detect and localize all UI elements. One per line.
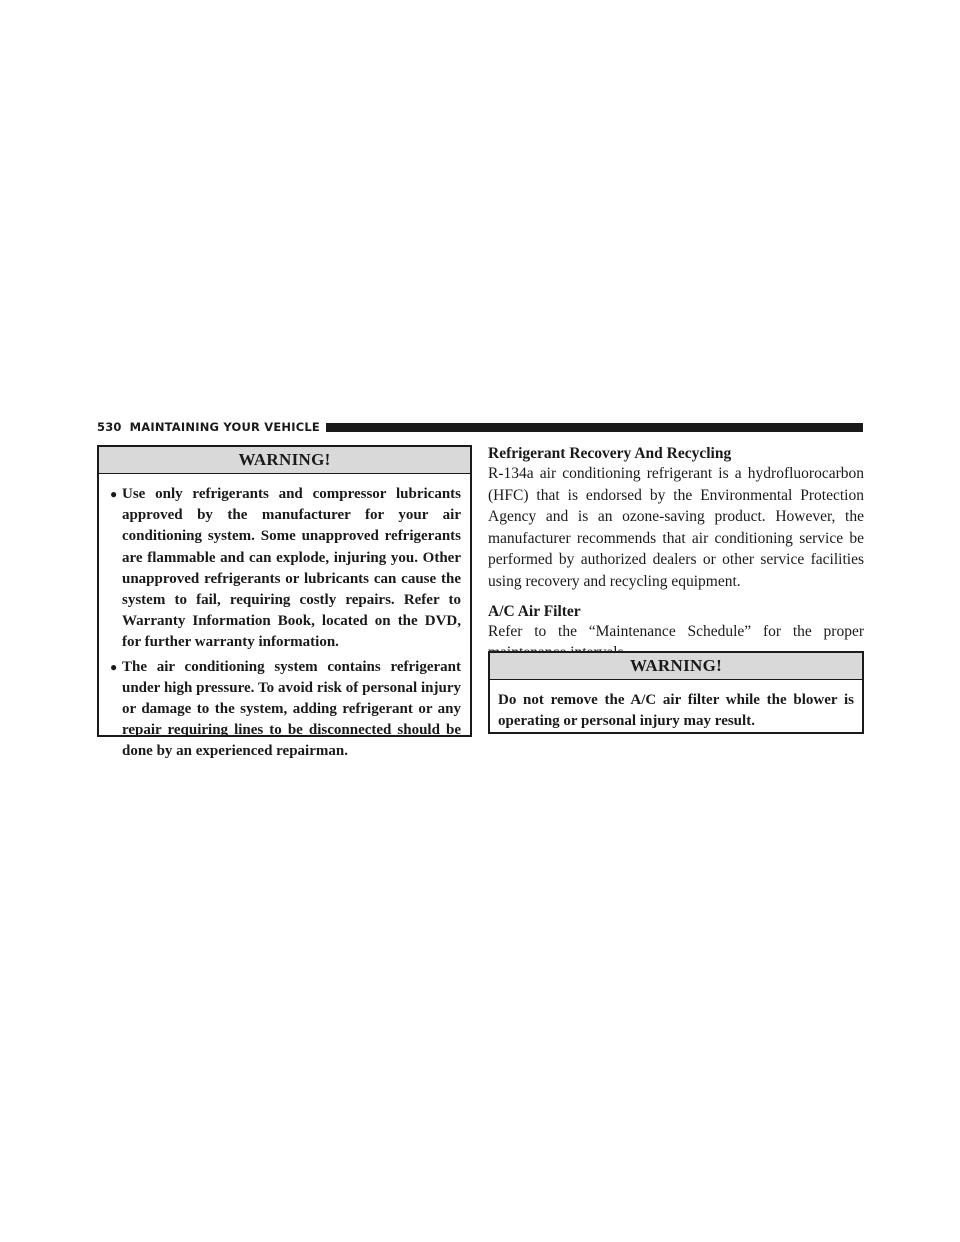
warning-body-text: Do not remove the A/C air filter while the blower is operating or personal injury may result. <box>498 692 854 730</box>
air-filter-paragraph: Refer to the “Maintenance Schedule” for the proper <box>488 622 864 640</box>
bullet-icon: ● <box>110 659 118 674</box>
warning-title: WARNING! <box>490 653 862 680</box>
refrigerant-recovery-paragraph: R-134a air conditioning refrigerant is a hydrofluorocarbon (HFC) that is endorsed by the Environmental Protection Agency and is an ozone-saving product. However, the manufacturer recommends that air conditioning service be performed by authorized dealers or other service facilities using recovery and recycling equipment. <box>488 465 864 590</box>
section-title: MAINTAINING YOUR VEHICLE <box>129 420 320 434</box>
warning-bullet-list <box>110 484 461 763</box>
air-filter-heading: A/C Air Filter <box>488 602 581 620</box>
bullet-icon: ● <box>110 487 118 501</box>
warning-box-air-filter <box>488 651 864 734</box>
warning-bullet-item <box>110 657 461 763</box>
warning-body <box>99 474 470 763</box>
warning-bullet-item <box>110 484 461 654</box>
warning-bullet-text: The air conditioning system contains refrigerant under high pressure. To avoid risk of personal injury or damage to the system, adding refrigerant or any repair requiring lines to be disconnected should be done by an experienced repairman. <box>122 658 461 760</box>
page-number: 530 <box>97 420 122 434</box>
running-header <box>97 420 863 434</box>
warning-box-refrigerants <box>97 445 472 760</box>
warning-bullet-text: Use only refrigerants and compressor lubricants approved by the manufacturer for your air conditioning system. Some unapproved refrigerants are flammable and can explode, injuring you. Other unapproved refrigerants or lubricants can cause the system to fail, requiring costly repairs. Refer to Warranty Information Book, located on the DVD, for further warranty information. <box>122 486 461 651</box>
refrigerant-recovery-heading: Refrigerant Recovery And Recycling <box>488 445 732 462</box>
right-column <box>488 445 864 664</box>
warning-title: WARNING! <box>99 447 470 474</box>
header-rule <box>326 423 863 432</box>
